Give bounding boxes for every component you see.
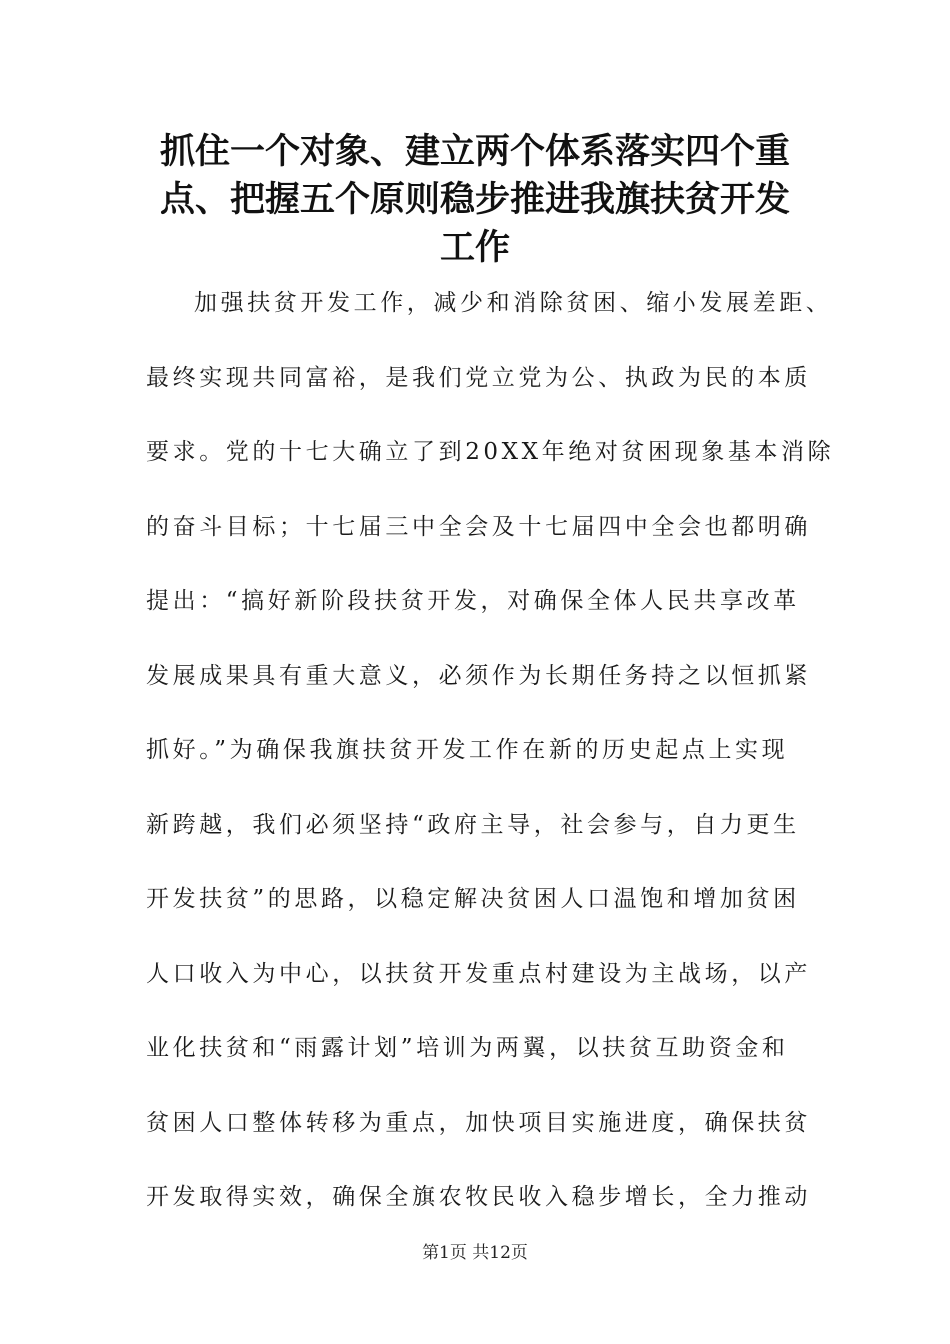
document-body [146,283,835,1252]
body-line: 最终实现共同富裕，是我们党立党为公、执政为民的本质 [146,364,811,391]
page-footer: 第1页 共12页 [422,1243,528,1263]
body-line: 加强扶贫开发工作，减少和消除贫困、缩小发展差距、 [194,290,833,316]
body-line: 贫困人口整体转移为重点，加快项目实施进度，确保扶贫 [146,1109,811,1136]
body-line: 新跨越，我们必须坚持“政府主导，社会参与，自力更生 [146,811,800,838]
body-line: 要求。党的十七大确立了到20XX年绝对贫困现象基本消除 [146,439,835,465]
document-title [140,128,810,272]
body-line: 抓好。”为确保我旗扶贫开发工作在新的历史起点上实现 [146,737,789,763]
body-line: 业化扶贫和“雨露计划”培训为两翼，以扶贫互助资金和 [146,1035,789,1061]
title-line: 抓住一个对象、建立两个体系落实四个重 [159,131,790,172]
title-line: 工作 [439,227,510,268]
body-line: 提出：“搞好新阶段扶贫开发，对确保全体人民共享改革 [146,588,800,614]
body-line: 的奋斗目标；十七届三中全会及十七届四中全会也都明确 [146,513,811,540]
body-line: 开发取得实效，确保全旗农牧民收入稳步增长，全力推动 [146,1184,811,1210]
body-line: 发展成果具有重大意义，必须作为长期任务持之以恒抓紧 [146,662,811,689]
body-line: 人口收入为中心，以扶贫开发重点村建设为主战场，以产 [146,960,811,987]
body-line: 开发扶贫”的思路，以稳定解决贫困人口温饱和增加贫困 [146,886,800,912]
title-line: 点、把握五个原则稳步推进我旗扶贫开发 [159,179,790,220]
